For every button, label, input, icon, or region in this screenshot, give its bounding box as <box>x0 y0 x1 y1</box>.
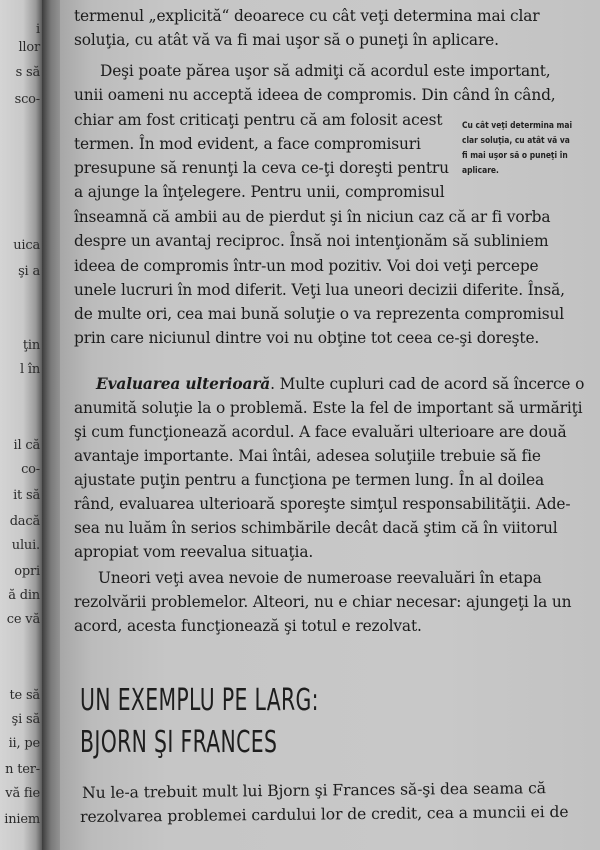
left-page-fragment: sco- <box>14 92 40 107</box>
left-page-fragment: ţin <box>22 338 40 353</box>
pull-quote-line: fi mai uşor să o puneţi în <box>462 150 568 161</box>
text-line: şi cum funcţionează acordul. A face evaluări ulterioare are două <box>74 423 567 441</box>
left-page-fragment: ă din <box>8 588 40 603</box>
text-line: Deşi poate părea uşor să admiţi că acordul este important, <box>100 62 551 80</box>
text-line: anumită soluţie la o problemă. Este la fel de important să urmăriţi <box>74 399 583 417</box>
left-page-fragment: te să <box>9 688 40 703</box>
left-page-fragment: şi să <box>11 712 40 727</box>
text-line: presupune să renunţi la ceva ce-ţi doreşti pentru <box>74 159 449 177</box>
pull-quote-line: Cu cât veţi determina mai <box>462 120 573 131</box>
left-page-fragment: i <box>36 22 40 37</box>
text-line: sea nu luăm în serios schimbările decât dacă ştim că în viitorul <box>74 519 558 537</box>
text-line: Uneori veţi avea nevoie de numeroase reevaluări în etapa <box>98 569 542 587</box>
left-page-fragment: n ter- <box>5 762 40 777</box>
text-line: rând, evaluarea ulterioară sporeşte simţul responsabilităţii. Ade- <box>74 495 571 513</box>
text-line <box>96 372 584 396</box>
left-page-fragment: dacă <box>9 514 40 529</box>
text-line: de multe ori, cea mai bună soluţie o va reprezenta compromisul <box>74 305 565 323</box>
text-line: termen. În mod evident, a face compromisuri <box>74 135 421 153</box>
left-page-fragment: vă fie <box>5 786 40 801</box>
text-line: a ajunge la înţelegere. Pentru unii, compromisul <box>74 183 445 201</box>
left-page-fragment: şi a <box>18 264 40 279</box>
heading-line: BJORN ŞI FRANCES <box>80 725 278 760</box>
left-page-fragment: s să <box>15 65 40 80</box>
text-run: . Multe cupluri cad de acord să încerce o <box>270 375 585 393</box>
margin-pull-quote <box>462 118 593 178</box>
text-line: înseamnă că ambii au de pierdut şi în niciun caz că ar fi vorba <box>74 208 551 226</box>
left-page-fragment: ii, pe <box>8 736 40 751</box>
heading-line: UN EXEMPLU PE LARG: <box>80 683 319 718</box>
left-page-fragment: il că <box>13 438 40 453</box>
text-line: soluţia, cu atât vă va fi mai uşor să o puneţi în aplicare. <box>74 31 499 49</box>
text-line: termenul „explicită“ deoarece cu cât veţi determina mai clar <box>74 7 540 25</box>
text-line: chiar am fost criticaţi pentru că am folosit acest <box>74 111 443 129</box>
text-line: apropiat vom reevalua situaţia. <box>74 543 314 561</box>
text-line: prin care niciunul dintre voi nu obţine tot ceea ce-şi doreşte. <box>74 329 540 347</box>
left-page-fragment: iniem <box>4 812 40 827</box>
left-page-fragment: uica <box>13 238 40 253</box>
pull-quote-line: aplicare. <box>462 165 499 176</box>
text-line: rezolvarea problemei cardului lor de credit, cea a muncii ei de <box>80 802 569 826</box>
text-line: despre un avantaj reciproc. Însă noi intenţionăm să subliniem <box>74 232 549 250</box>
text-line: unele lucruri în mod diferit. Veţi lua uneori decizii diferite. Însă, <box>74 281 565 299</box>
left-page-fragment: ului. <box>11 538 40 553</box>
text-line: unii oameni nu acceptă ideea de compromis. Din când în când, <box>74 86 556 104</box>
text-line: rezolvării problemelor. Alteori, nu e chiar necesar: ajungeţi la un <box>74 593 572 611</box>
section-heading <box>80 680 319 764</box>
left-page-fragment: llor <box>18 40 40 55</box>
previous-page-edge <box>0 0 42 850</box>
text-line: avantaje importante. Mai întâi, adesea soluţiile trebuie să fie <box>74 447 541 465</box>
text-line: ajustate puţin pentru a funcţiona pe termen lung. În al doilea <box>74 471 544 489</box>
pull-quote-line: clar soluţia, cu atât vă va <box>462 135 570 146</box>
left-page-fragment: ce vă <box>6 612 40 627</box>
left-page-fragment: co- <box>21 462 40 477</box>
left-page-fragment: l în <box>19 362 40 377</box>
run-in-heading: Evaluarea ulterioară <box>96 375 271 393</box>
left-page-fragment: opri <box>14 564 40 579</box>
left-page-fragment: it să <box>13 488 40 503</box>
text-line: ideea de compromis într-un mod pozitiv. Voi doi veţi percepe <box>74 257 539 275</box>
text-line: acord, acesta funcţionează şi totul e rezolvat. <box>74 617 422 635</box>
text-line: Nu le-a trebuit mult lui Bjorn şi Frances să-şi dea seama că <box>82 779 546 802</box>
book-page <box>60 0 600 850</box>
